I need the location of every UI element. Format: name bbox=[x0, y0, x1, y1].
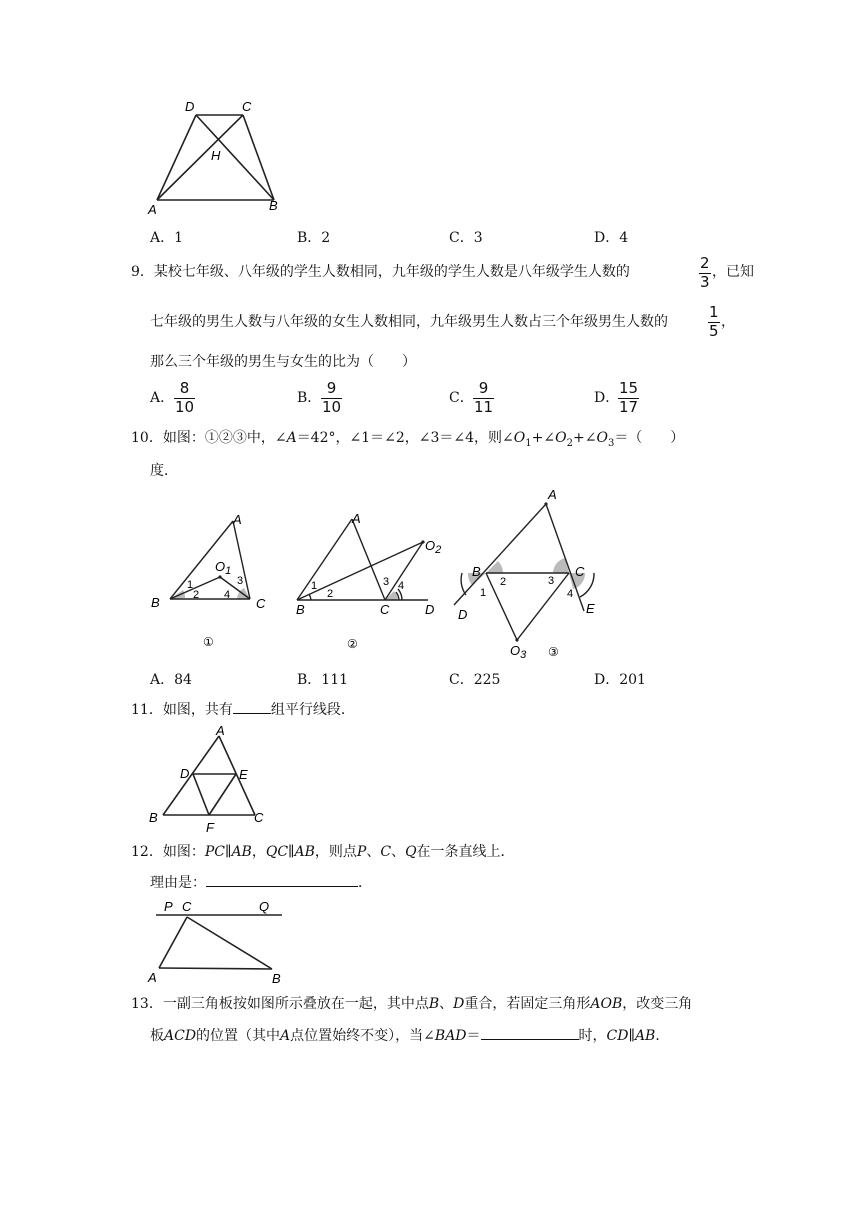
label-o3: $O_3$ bbox=[510, 643, 527, 661]
q9-line2: 七年级的男生人数与八年级的女生人数相同，九年级男生人数占三个年级男生人数的 bbox=[150, 314, 668, 330]
answer-blank[interactable] bbox=[481, 1039, 579, 1040]
q8-option-d bbox=[594, 229, 628, 247]
option-letter: A． bbox=[150, 230, 175, 246]
question-number: 12． bbox=[131, 844, 163, 860]
label-e: E bbox=[586, 601, 595, 616]
question-number: 13． bbox=[131, 996, 163, 1012]
numerator: 2 bbox=[700, 254, 710, 272]
q10-line1 bbox=[131, 429, 684, 453]
label-o1: $O_1$ bbox=[215, 559, 232, 577]
q10-figure-1 bbox=[145, 508, 275, 656]
var-qc: QC bbox=[265, 844, 289, 860]
angle-arc bbox=[309, 594, 311, 600]
punctuation: ， bbox=[251, 844, 266, 860]
var-d: D bbox=[453, 996, 465, 1012]
denominator: 17 bbox=[619, 398, 639, 416]
label-a: A bbox=[352, 511, 361, 526]
q9-option-c-letter: C． bbox=[449, 390, 474, 406]
numerator: 1 bbox=[709, 303, 719, 321]
option-letter: B． bbox=[297, 230, 322, 246]
side-ac bbox=[233, 521, 250, 599]
subscript: 2 bbox=[566, 437, 573, 449]
numerator: 9 bbox=[478, 379, 489, 397]
q10-option-c bbox=[449, 671, 500, 689]
side-ba bbox=[163, 736, 219, 815]
var-q: Q bbox=[405, 844, 417, 860]
operator: +∠ bbox=[572, 430, 597, 446]
option-letter: D． bbox=[594, 672, 620, 688]
answer-blank[interactable] bbox=[206, 886, 358, 887]
point-o1 bbox=[218, 575, 221, 578]
label-b: B bbox=[269, 198, 278, 213]
label-q: Q bbox=[259, 899, 270, 914]
denominator: 5 bbox=[709, 322, 719, 340]
var-o: O bbox=[513, 430, 526, 446]
question-text: ，改变三角 bbox=[622, 996, 693, 1012]
label-d: D bbox=[180, 766, 190, 781]
q9-line1-end: ，已知 bbox=[712, 264, 754, 280]
label-a: A bbox=[233, 512, 242, 527]
q9-fraction-1-5 bbox=[708, 305, 720, 339]
var-a: A bbox=[286, 430, 297, 446]
question-text: ，则点 bbox=[314, 844, 357, 860]
side-ab bbox=[159, 968, 272, 969]
label-4: 4 bbox=[398, 580, 405, 592]
label-e: E bbox=[239, 767, 248, 782]
label-b: B bbox=[149, 810, 158, 825]
q8-trapezoid-figure bbox=[140, 96, 300, 220]
q8-option-a bbox=[150, 229, 183, 247]
question-text: 如图：①②③中，∠ bbox=[162, 430, 287, 446]
option-letter: C． bbox=[449, 230, 474, 246]
option-value: 111 bbox=[321, 672, 349, 688]
question-text: 如图，共有 bbox=[162, 702, 233, 718]
label-1: 1 bbox=[311, 580, 318, 592]
numerator: 15 bbox=[619, 379, 639, 397]
q11-line bbox=[131, 701, 355, 719]
subscript: 3 bbox=[607, 437, 615, 449]
q9-option-c-fraction bbox=[473, 381, 494, 415]
q9-option-a-letter: A． bbox=[150, 390, 175, 406]
label-4: 4 bbox=[567, 588, 574, 600]
var-p: P bbox=[356, 844, 367, 860]
diagonal-ac bbox=[157, 115, 243, 200]
option-letter: A． bbox=[150, 672, 175, 688]
label-c: C bbox=[256, 596, 266, 611]
q9-line3: 那么三个年级的男生与女生的比为（ ） bbox=[150, 354, 416, 370]
label-c: C bbox=[380, 602, 390, 617]
question-text: ＝ bbox=[466, 1028, 481, 1044]
q10-line2: 度． bbox=[150, 463, 178, 479]
option-value: 84 bbox=[174, 672, 192, 688]
var-bad: BAD bbox=[434, 1028, 467, 1044]
reason-label: 理由是： bbox=[150, 875, 206, 891]
q12-line2 bbox=[150, 874, 372, 892]
label-d: D bbox=[185, 99, 195, 114]
label-1: 1 bbox=[480, 587, 487, 599]
question-text: 如图： bbox=[162, 844, 205, 860]
var-ab: AB bbox=[634, 1028, 656, 1044]
label-2: 2 bbox=[327, 588, 334, 600]
q9-line1 bbox=[131, 263, 630, 281]
label-p: P bbox=[164, 899, 173, 914]
q10-option-b bbox=[297, 671, 348, 689]
label-c: C bbox=[242, 99, 252, 114]
denominator: 3 bbox=[700, 273, 710, 291]
punctuation: ． bbox=[358, 875, 372, 891]
trapezoid-side-cb bbox=[243, 115, 274, 200]
side-cb bbox=[187, 917, 272, 969]
var-c: C bbox=[380, 844, 392, 860]
label-b: B bbox=[472, 564, 481, 579]
segment-ef bbox=[209, 774, 236, 815]
var-b: B bbox=[428, 996, 440, 1012]
question-text: 的位置（其中 bbox=[196, 1028, 281, 1044]
question-text: 组平行线段． bbox=[270, 702, 355, 718]
label-d: D bbox=[425, 602, 435, 617]
question-number: 10． bbox=[131, 430, 163, 446]
var-cd: CD bbox=[606, 1028, 629, 1044]
option-letter: C． bbox=[449, 672, 474, 688]
q13-line1 bbox=[131, 995, 692, 1013]
line-da bbox=[454, 504, 546, 605]
var-ab: AB bbox=[294, 844, 315, 860]
var-aob: AOB bbox=[590, 996, 623, 1012]
denominator: 11 bbox=[474, 398, 494, 416]
var-o: O bbox=[555, 430, 567, 446]
numerator: 8 bbox=[179, 379, 190, 397]
label-3: 3 bbox=[548, 575, 555, 587]
var-ab: AB bbox=[231, 844, 252, 860]
question-text: 板 bbox=[150, 1028, 164, 1044]
question-number: 9． bbox=[131, 264, 154, 280]
label-b: B bbox=[272, 971, 281, 983]
question-number: 11． bbox=[131, 702, 163, 718]
subscript: 1 bbox=[525, 437, 532, 449]
label-o2: $O_2$ bbox=[425, 538, 442, 556]
caption-2: ② bbox=[347, 637, 358, 651]
option-value: 3 bbox=[473, 230, 483, 246]
q8-option-b bbox=[297, 229, 330, 247]
label-a: A bbox=[148, 202, 157, 217]
q10-option-a bbox=[150, 671, 192, 689]
point-a bbox=[544, 502, 547, 505]
question-text: ＝（ ） bbox=[614, 430, 685, 446]
option-letter: B． bbox=[297, 672, 322, 688]
segment-df bbox=[193, 774, 209, 815]
q11-triangle-figure bbox=[146, 724, 276, 836]
denominator: 10 bbox=[175, 398, 195, 416]
label-1: 1 bbox=[187, 579, 194, 591]
var-o: O bbox=[596, 430, 608, 446]
label-4: 4 bbox=[224, 589, 231, 601]
label-a: A bbox=[148, 970, 157, 983]
question-text: 点位置始终不变），当∠ bbox=[290, 1028, 435, 1044]
option-value: 1 bbox=[174, 230, 184, 246]
numerator: 9 bbox=[326, 379, 337, 397]
question-text: ＝42°，∠1＝∠2，∠3＝∠4，则∠ bbox=[296, 430, 514, 446]
diagonal-db bbox=[196, 115, 274, 200]
q10-figure-2 bbox=[290, 508, 450, 656]
q9-option-d-fraction bbox=[618, 381, 639, 415]
caption-3: ③ bbox=[548, 645, 559, 659]
label-2: 2 bbox=[193, 589, 200, 601]
label-a: A bbox=[216, 724, 225, 738]
label-c: C bbox=[575, 564, 585, 579]
punctuation: 、 bbox=[391, 844, 406, 860]
option-value: 225 bbox=[473, 672, 501, 688]
option-value: 201 bbox=[619, 672, 646, 688]
question-text: 在一条直线上． bbox=[416, 844, 515, 860]
operator: +∠ bbox=[531, 430, 556, 446]
label-3: 3 bbox=[237, 575, 244, 587]
q8-option-c bbox=[449, 229, 483, 247]
label-2: 2 bbox=[500, 576, 507, 588]
option-value: 4 bbox=[619, 230, 629, 246]
punctuation: 、 bbox=[439, 996, 454, 1012]
label-b: B bbox=[151, 595, 160, 610]
q12-triangle-figure bbox=[146, 895, 296, 983]
label-b: B bbox=[296, 602, 305, 617]
parallel-symbol: ∥ bbox=[224, 844, 232, 860]
label-c: C bbox=[182, 899, 192, 914]
label-a: A bbox=[548, 487, 557, 502]
question-text: 重合，若固定三角形 bbox=[464, 996, 591, 1012]
point-o3 bbox=[515, 638, 518, 641]
label-c: C bbox=[254, 810, 264, 825]
q9-option-a-fraction bbox=[174, 381, 195, 415]
q13-line2 bbox=[150, 1027, 669, 1045]
question-text: 某校七年级、八年级的学生人数相同，九年级的学生人数是八年级学生人数的 bbox=[153, 264, 630, 280]
q10-option-d bbox=[594, 671, 646, 689]
punctuation: 、 bbox=[366, 844, 381, 860]
bisector-c bbox=[517, 573, 569, 640]
q10-figure-3 bbox=[448, 487, 608, 662]
denominator: 10 bbox=[322, 398, 342, 416]
side-ac bbox=[159, 917, 187, 968]
q9-line2-end: ， bbox=[721, 314, 735, 330]
trapezoid-side-ad bbox=[157, 115, 196, 200]
var-acd: ACD bbox=[164, 1028, 197, 1044]
label-d: D bbox=[458, 607, 468, 622]
caption-1: ① bbox=[203, 635, 214, 649]
q9-option-b-letter: B． bbox=[297, 390, 322, 406]
punctuation: ． bbox=[655, 1028, 670, 1044]
label-3: 3 bbox=[383, 576, 390, 588]
q9-fraction-2-3 bbox=[699, 256, 711, 290]
label-f: F bbox=[206, 820, 214, 835]
side-ac bbox=[352, 519, 385, 600]
q9-option-b-fraction bbox=[321, 381, 342, 415]
var-a: A bbox=[280, 1028, 291, 1044]
label-h: H bbox=[211, 148, 221, 163]
var-pc: PC bbox=[204, 844, 225, 860]
option-letter: D． bbox=[594, 230, 620, 246]
side-ac bbox=[219, 736, 255, 815]
option-value: 2 bbox=[321, 230, 331, 246]
parallel-symbol: ∥ bbox=[288, 844, 295, 860]
question-text: 一副三角板按如图所示叠放在一起，其中点 bbox=[162, 996, 429, 1012]
question-text: 时， bbox=[578, 1028, 607, 1044]
q12-line1 bbox=[131, 843, 515, 861]
q9-option-d-letter: D． bbox=[594, 390, 620, 406]
parallel-symbol: ∥ bbox=[628, 1028, 635, 1044]
answer-blank[interactable] bbox=[233, 713, 271, 714]
